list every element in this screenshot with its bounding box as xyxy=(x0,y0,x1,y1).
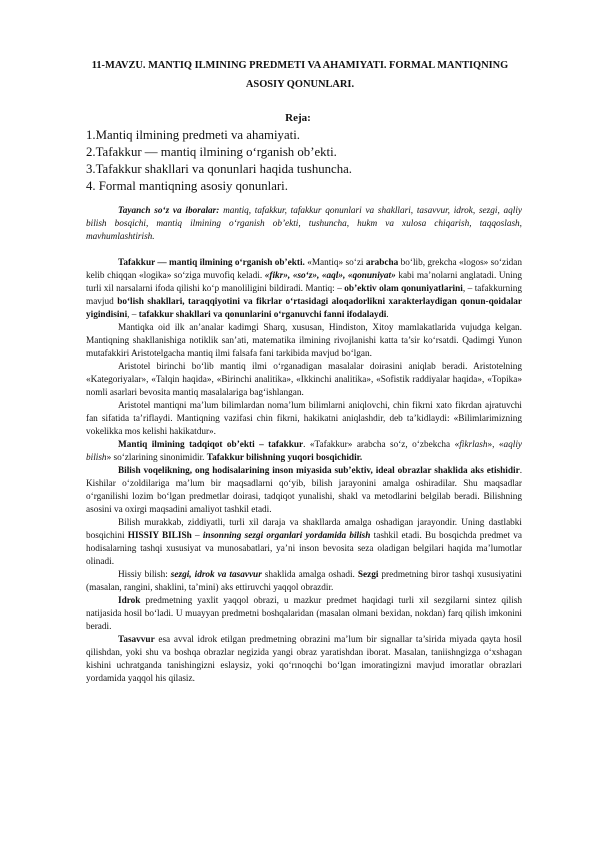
paragraph-5 xyxy=(86,439,522,465)
paragraph-6-heading: Bilish voqelikning, ong hodisalarining inson miyasida sub’ektiv, ideal obrazlar shaklida aks etishidir xyxy=(118,466,520,476)
text-run: bo‘lib, grekcha «logos» so‘zidan kelib chiqqan «logika» so‘ziga muvofiq keladi. xyxy=(86,258,523,281)
document-body xyxy=(86,205,522,686)
paragraph-6 xyxy=(86,465,522,517)
text-run: predmetning biror tashqi xususiyatini (masalan, rangini, shaklini, ta’mini) aks ettiruvchi yaqqol obrazdir. xyxy=(86,570,522,593)
text-run: HISSIY BILISh xyxy=(127,531,192,541)
text-run: sezgi, idrok va tasavvur xyxy=(170,570,262,580)
plan-item: 3.Tafakkur shakllari va qonunlari haqida tushuncha. xyxy=(86,162,352,176)
text-run: Idrok xyxy=(118,596,141,606)
text-run: tafakkur shakllari va qonunlarini o‘rganuvchi fanni ifodalaydi xyxy=(138,310,387,320)
paragraph-9 xyxy=(86,595,522,634)
text-run: . Kishilar o‘zoldilariga ma’lum bir maqsadlarni qo‘yib, bilish jarayonini amalga oshiradilar. Shu maqsadlar o‘rganilishi lozim bo‘lgan predmetlar doirasi, tadqiqot yunalishi, shakl va metodlarini belgilab beradi. Bilishning asosini va oxirgi maqsadini amaliyot tashkil etadi. xyxy=(86,466,522,515)
text-run: predmetning yaxlit yaqqol obrazi, u mazkur predmet haqidagi turli xil sezgilarni sintez qilish natijasida hosil bo‘ladi. U muayyan predmetni boshqalaridan (masalan olmani bexidan, nokdan) farq qilish imkonini beradi. xyxy=(86,596,522,632)
text-run: », « xyxy=(487,440,504,450)
text-run: «Mantiq» so‘zi xyxy=(304,258,366,268)
text-run: shaklida amalga oshadi. xyxy=(261,570,358,580)
plan-list xyxy=(86,127,536,195)
paragraph-2: Mantiqka oid ilk an’analar kadimgi Sharq, xususan, Hindiston, Xitoy mamlakatlarida vujudga kelgan. Mantiqning shakllanishiga notiklik san’ati, matematika ilmining rivojlanishi katta ta’sir ko‘rsatdi. Qadimgi Yunon mutafakkiri Aristotelgacha mantiq ilmi falsafa fani tarkibida mavjud bo‘lgan. xyxy=(86,323,522,359)
text-run: . «Tafakkur» arabcha so‘z, o‘zbekcha « xyxy=(303,440,460,450)
text-run: Sezgi xyxy=(357,570,379,580)
paragraph-4: Aristotel mantiqni ma’lum bilimlardan noma’lum bilimlarni aniqlovchi, chin fikrni xato fikrdan ajratuvchi fan sifatida ta’riflaydi. Mantiqning vazifasi chin fikrni, hakikatni aniqlashdir, deb ta’kidlaydi: «Bilimlarimizning vokelikka mos kelishi hakikatdur». xyxy=(86,401,522,437)
text-run: ob’ektiv olam qonuniyatlarini xyxy=(344,284,463,294)
text-run: » so‘zlarining sinonimidir. xyxy=(106,453,207,463)
paragraph-1 xyxy=(86,257,522,322)
text-run: tashkil etadi. Bu bosqichda predmet va hodisalarning tashqi xususiyat va munosabatlari, ya’ni inson bevosita seza oladigan belgilari haqida ma’lumotlar olinadi. xyxy=(86,531,522,567)
paragraph-1-heading: Tafakkur — mantiq ilmining o‘rganish ob’ekti. xyxy=(118,258,305,268)
text-run: , – xyxy=(127,310,139,320)
paragraph-7 xyxy=(86,517,522,569)
keywords-paragraph xyxy=(86,205,522,244)
title-line-2: ASOSIY QONUNLARI. xyxy=(245,79,355,90)
text-run: aqliy bilish xyxy=(86,440,522,463)
paragraph-3: Aristotel birinchi bo‘lib mantiq ilmi o‘rganadigan masalalar doirasini aniqlab beradi. Aristotelning «Kategoriyalar», «Talqin haqida», «Birinchi analitika», «Ikkinchi analitika», «Sofistik raddiyalar haqida», «Topika» nomli asarlari bevosita mantiq masalalariga bag‘ishlangan. xyxy=(86,362,522,398)
plan-item: 4. Formal mantiqning asosiy qonunlari. xyxy=(86,179,288,193)
text-run: – xyxy=(191,531,203,541)
text-run: arabcha xyxy=(365,258,399,268)
text-run: Tafakkur bilishning yuqori bosqichidir. xyxy=(206,453,363,463)
text-run: , – tafakkurning mavjud xyxy=(86,284,522,307)
text-run: bo‘lish shakllari, taraqqiyotini va fikrlar o‘rtasidagi aloqadorlikni xarakterlaydigan qonun-qoidalar yigindisini xyxy=(86,297,522,320)
text-run: Tasavvur xyxy=(118,635,155,645)
text-run: insonning sezgi organlari yordamida bilish xyxy=(202,531,371,541)
keywords-label: Tayanch so‘z va iboralar: xyxy=(118,206,220,216)
paragraph-10 xyxy=(86,634,522,686)
plan-item: 2.Tafakkur — mantiq ilmining o‘rganish ob’ekti. xyxy=(86,145,337,159)
plan-item: 1.Mantiq ilmining predmeti va ahamiyati. xyxy=(86,128,300,142)
plan-heading: Reja: xyxy=(285,112,311,124)
paragraph-5-heading: Mantiq ilmining tadqiqot ob’ekti – tafakkur xyxy=(118,440,304,450)
text-run: esa avval idrok etilgan predmetning obrazini ma’lum bir signallar ta’sirida miyada qayta hosil qilishdan, yoki shu va boshqa obrazlar negizida yangi obraz yaratishdan iborat. Masalan, taniishngizga o‘xshagan kishini uchratganda tanishingizni eslaysiz, yoki qo‘rınoqchi bo‘lgan imoratingizni mavjud imoratlar obrazlari yordamida yaqqol his qilasiz. xyxy=(86,635,522,684)
text-run: kabi ma’nolarni anglatadi. Uning turli xil narsalarni ifoda qilishi ko‘p manoliligini bildiradi. Mantiq: – xyxy=(86,271,522,294)
document-title xyxy=(90,56,510,94)
title-line-1: 11-MAVZU. MANTIQ ILMINING PREDMETI VA AHAMIYATI. FORMAL MANTIQNING xyxy=(91,60,509,71)
paragraph-8 xyxy=(86,569,522,595)
text-run: fikrlash xyxy=(459,440,488,450)
text-run: «fikr», «so‘z», «aql», «qonuniyat» xyxy=(264,271,396,281)
text-run: Bilish murakkab, ziddiyatli, turli xil daraja va shakllarda amalga oshadigan jarayondir. Uning dastlabki bosqichini xyxy=(86,518,522,541)
text-run: . xyxy=(386,310,389,320)
keywords-text: mantiq, tafakkur, tafakkur qonunlari va shakllari, tasavvur, idrok, sezgi, aqliy bilish bosqichi, mantiq ilmining o‘rganish ob’ekti, tushuncha, hukm va xulosa chiqarish, taqqoslash, mavhumlashtirish. xyxy=(86,206,522,242)
text-run: Hissiy bilish: xyxy=(118,570,171,580)
